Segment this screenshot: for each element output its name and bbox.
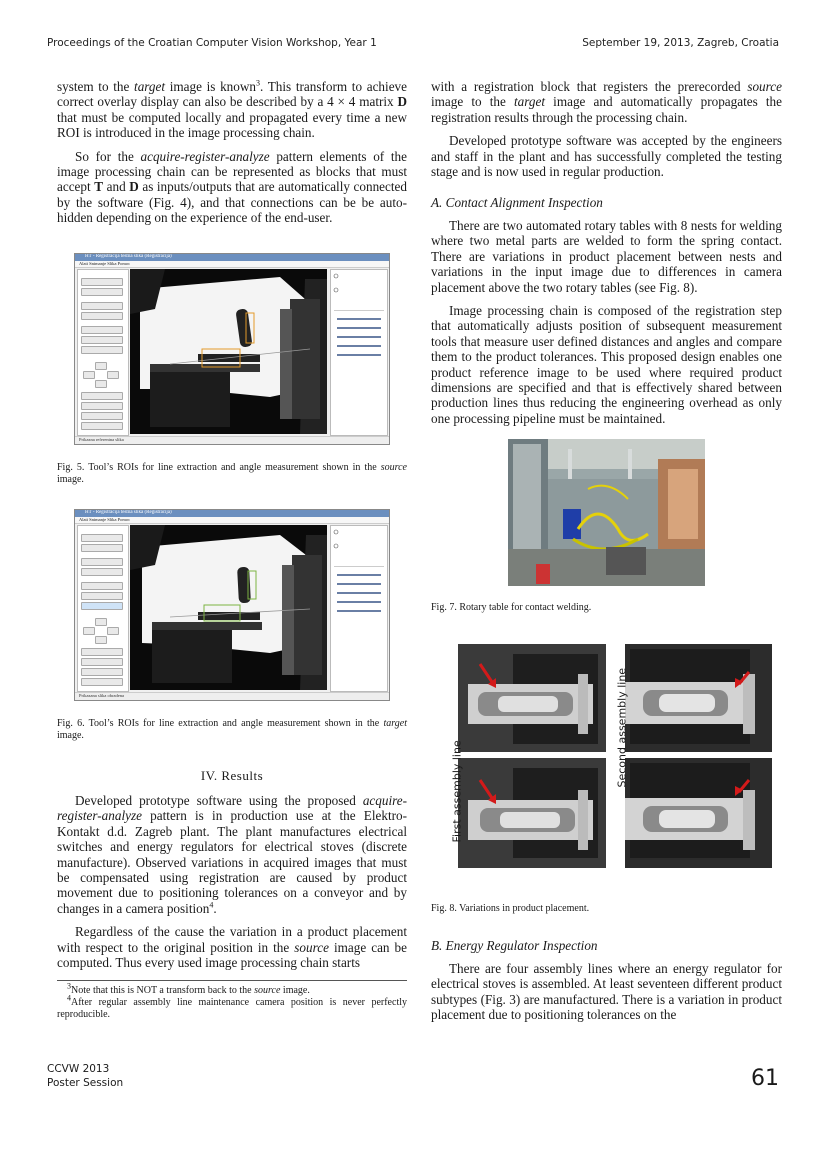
figure-7-photo	[508, 439, 705, 586]
figure-5-caption: Fig. 5. Tool’s ROIs for line extraction and angle measurement shown in the source image.	[57, 462, 407, 485]
paragraph: Developed prototype software was accepted by the engineers and staff in the plant and has successfully completed the testing stage and is now used in regular production.	[431, 133, 782, 180]
right-column-section-b	[431, 961, 782, 1031]
left-column-results	[57, 793, 407, 978]
menu-bar: Alati Snimanje Slika Pomoc	[75, 517, 389, 524]
left-column-top	[57, 79, 407, 234]
right-tree-panel	[330, 269, 388, 436]
paragraph: There are two automated rotary tables with 8 nests for welding where two metal parts are welded to form the spring contact. There are variations in product placement between nests and variations in the input image due to differences in camera placement above the two rotary tables (see Fig. 8).	[431, 218, 782, 295]
right-column-section-a	[431, 218, 782, 434]
subsection-a-heading: A. Contact Alignment Inspection	[431, 195, 603, 210]
footer-conference: CCVW 2013	[47, 1063, 110, 1075]
tool-button	[81, 392, 123, 400]
tool-button	[81, 558, 123, 566]
paragraph: There are four assembly lines where an energy regulator for electrical stoves is assembled. At least seventeen different product subtypes (Fig. 3) are manufactured. There is a variation in product placement due to positioning tolerances on the	[431, 961, 782, 1023]
tool-button	[81, 602, 123, 610]
first-assembly-line-label: First assembly line	[450, 740, 464, 843]
status-bar: Prikazna referentna slika	[75, 436, 389, 444]
menu-bar: Alati Snimanje Slika Pomoc	[75, 261, 389, 268]
tool-button	[81, 544, 123, 552]
tool-button	[81, 326, 123, 334]
arrow-right-button	[107, 627, 119, 635]
footnote-4: $^4$After regular assembly line maintenance camera position is never perfectly reproducible.	[57, 993, 407, 1020]
window-title: HT - Registracija testna slika (Registracija)	[75, 510, 389, 517]
arrow-left-button	[83, 627, 95, 635]
figure-8-caption: Fig. 8. Variations in product placement.	[431, 903, 590, 914]
tool-button	[81, 336, 123, 344]
figure-8-composite	[440, 641, 775, 869]
tree-panel-drawing	[331, 526, 387, 691]
footnote-3: $^3$Note that this is NOT a transform back to the source image.	[67, 981, 310, 996]
arrow-up-button	[95, 618, 107, 626]
tool-button	[81, 422, 123, 430]
footnote-rule	[57, 980, 407, 981]
tool-button	[81, 668, 123, 676]
camera-image	[130, 525, 327, 690]
tool-button	[81, 412, 123, 420]
arrow-right-button	[107, 371, 119, 379]
tool-button	[81, 678, 123, 686]
second-assembly-line-label: Second assembly line	[615, 667, 629, 788]
tool-button	[81, 582, 123, 590]
arrow-down-button	[95, 380, 107, 388]
paragraph: So for the acquire-register-analyze pattern elements of the image processing chain can be represented as blocks that must accept T and D as inputs/outputs that are automatically connected by the software (Fig. 4), and that connections can be be auto-hidden depending on the experience of the end-user.	[57, 148, 408, 226]
paragraph: with a registration block that registers the prerecorded source image to the target image and automatically propagates the registration results through the processing chain.	[431, 79, 782, 125]
arrow-up-button	[95, 362, 107, 370]
paragraph: system to the target image is known$^3$. This transform to achieve correct overlay display can also be described by a 4 × 4 matrix D that must be computed locally and propagated every time a new ROI is introduced in the image processing chain.	[57, 78, 407, 141]
tool-button	[81, 278, 123, 286]
subsection-b-heading: B. Energy Regulator Inspection	[431, 938, 598, 953]
camera-image-drawing	[130, 269, 327, 434]
tool-button	[81, 288, 123, 296]
paragraph: Developed prototype software using the proposed acquire-register-analyze pattern is in production use at the Elektro-Kontakt d.d. Zagreb plant. The plant manufactures electrical switches and energy regulators for electrical stoves (discrete manufacture). Observed variations in acquired images that must be compensated using registration are caused by product movement due to positioning tolerances on a conveyor and by changes in a camera position$^4$.	[57, 793, 407, 916]
right-column-top	[431, 79, 782, 187]
status-bar: Prikazana slika obradena	[75, 692, 389, 700]
arrow-left-button	[83, 371, 95, 379]
footer-session: Poster Session	[47, 1077, 124, 1089]
tool-button	[81, 402, 123, 410]
tool-button	[81, 568, 123, 576]
page-number: 61	[751, 1066, 779, 1091]
right-tree-panel	[330, 525, 388, 692]
rotary-table-photo	[508, 439, 705, 586]
running-header-right: September 19, 2013, Zagreb, Croatia	[582, 37, 779, 49]
tool-button	[81, 312, 123, 320]
figure-7-caption: Fig. 7. Rotary table for contact welding.	[431, 602, 592, 613]
tree-panel-drawing	[331, 270, 387, 435]
tool-button	[81, 648, 123, 656]
running-header-left: Proceedings of the Croatian Computer Vision Workshop, Year 1	[47, 37, 377, 49]
tool-button	[81, 658, 123, 666]
paragraph: Image processing chain is composed of the registration step that automatically adjusts position of subsequent measurement tools that measure user defined distances and angles and compare them to the product tolerances. This proposed design enables one product reference image to be used where required product dimensions are specified and that is effectively shared between production lines thus reducing the engineering overhead as only one processing pipeline must be maintained.	[431, 303, 782, 426]
tool-button	[81, 592, 123, 600]
paragraph: Regardless of the cause the variation in a product placement with respect to the original position in the source image can be computed. Thus every used image processing chain starts	[57, 924, 407, 971]
figure-5-screenshot	[74, 253, 390, 445]
camera-image-drawing	[130, 525, 327, 690]
figure-6-screenshot	[74, 509, 390, 701]
camera-image	[130, 269, 327, 434]
section-heading: IV. Results	[200, 768, 264, 783]
arrow-down-button	[95, 636, 107, 644]
tool-button	[81, 534, 123, 542]
tool-button	[81, 346, 123, 354]
tool-button	[81, 302, 123, 310]
product-placement-photos	[440, 641, 775, 869]
figure-6-caption: Fig. 6. Tool’s ROIs for line extraction and angle measurement shown in the target image.	[57, 718, 407, 741]
window-title: HT - Registracija testna slika (Registracija)	[75, 254, 389, 261]
